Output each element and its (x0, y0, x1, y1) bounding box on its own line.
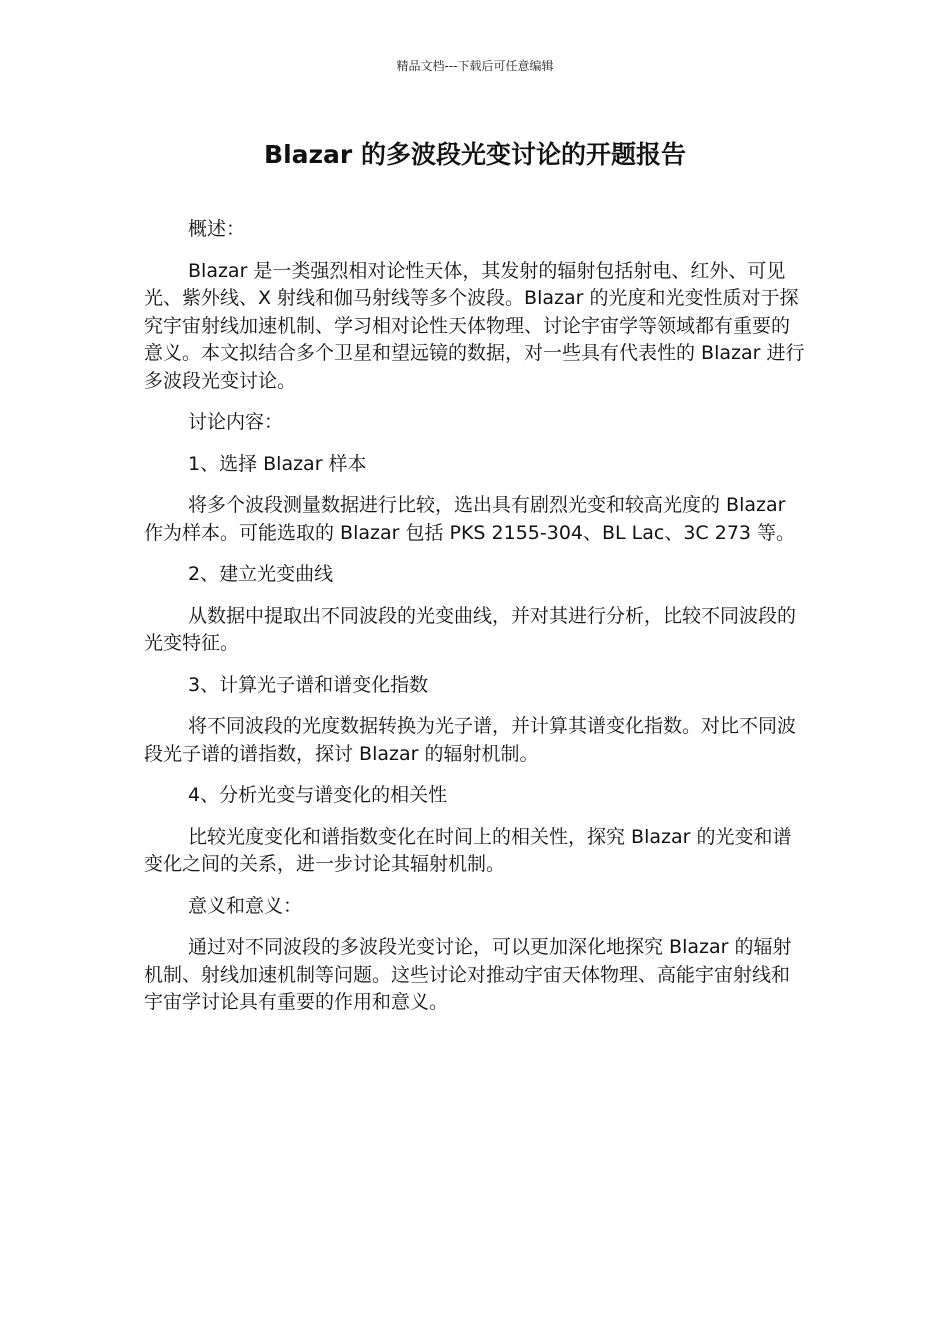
item-heading-4: 4、分析光变与谱变化的相关性 (188, 784, 448, 806)
document-title: Blazar 的多波段光变讨论的开题报告 (264, 140, 686, 169)
paragraph-significance: 通过对不同波段的多波段光变讨论，可以更加深化地探究 Blazar 的辐射机制、射线加速机制等问题。这些讨论对推动宇宙天体物理、高能宇宙射线和宇宙学讨论具有重要的作用和意义。 (144, 936, 792, 1013)
item-heading-2: 2、建立光变曲线 (188, 563, 334, 585)
section-heading-significance: 意义和意义： (188, 894, 303, 917)
paragraph-overview: Blazar 是一类强烈相对论性天体，其发射的辐射包括射电、红外、可见光、紫外线、X 射线和伽马射线等多个波段。Blazar 的光度和光变性质对于探究宇宙射线加速机制、学习相对论性天体物理、讨论宇宙学等领域都有重要的意义。本文拟结合多个卫星和望远镜的数据，对一些具有代表性的 Blazar 进行多波段光变讨论。 (144, 259, 805, 392)
document-body (144, 216, 806, 1031)
paragraph-item-2: 从数据中提取出不同波段的光变曲线，并对其进行分析，比较不同波段的光变特征。 (144, 604, 797, 654)
item-heading-3: 3、计算光子谱和谱变化指数 (188, 673, 429, 696)
section-heading-overview: 概述： (188, 218, 246, 240)
item-heading-1: 1、选择 Blazar 样本 (188, 452, 367, 475)
page-header: 精品文档---下载后可任意编辑 (396, 59, 554, 73)
section-heading-content: 讨论内容： (188, 411, 284, 433)
paragraph-item-3: 将不同波段的光度数据转换为光子谱，并计算其谱变化指数。对比不同波段光子谱的谱指数，探讨 Blazar 的辐射机制。 (144, 715, 797, 765)
paragraph-item-4: 比较光度变化和谱指数变化在时间上的相关性，探究 Blazar 的光变和谱变化之间的关系，进一步讨论其辐射机制。 (144, 825, 792, 875)
paragraph-item-1: 将多个波段测量数据进行比较，选出具有剧烈光变和较高光度的 Blazar 作为样本。可能选取的 Blazar 包括 PKS 2155-304、BL Lac、3C 273 等。 (144, 494, 796, 544)
